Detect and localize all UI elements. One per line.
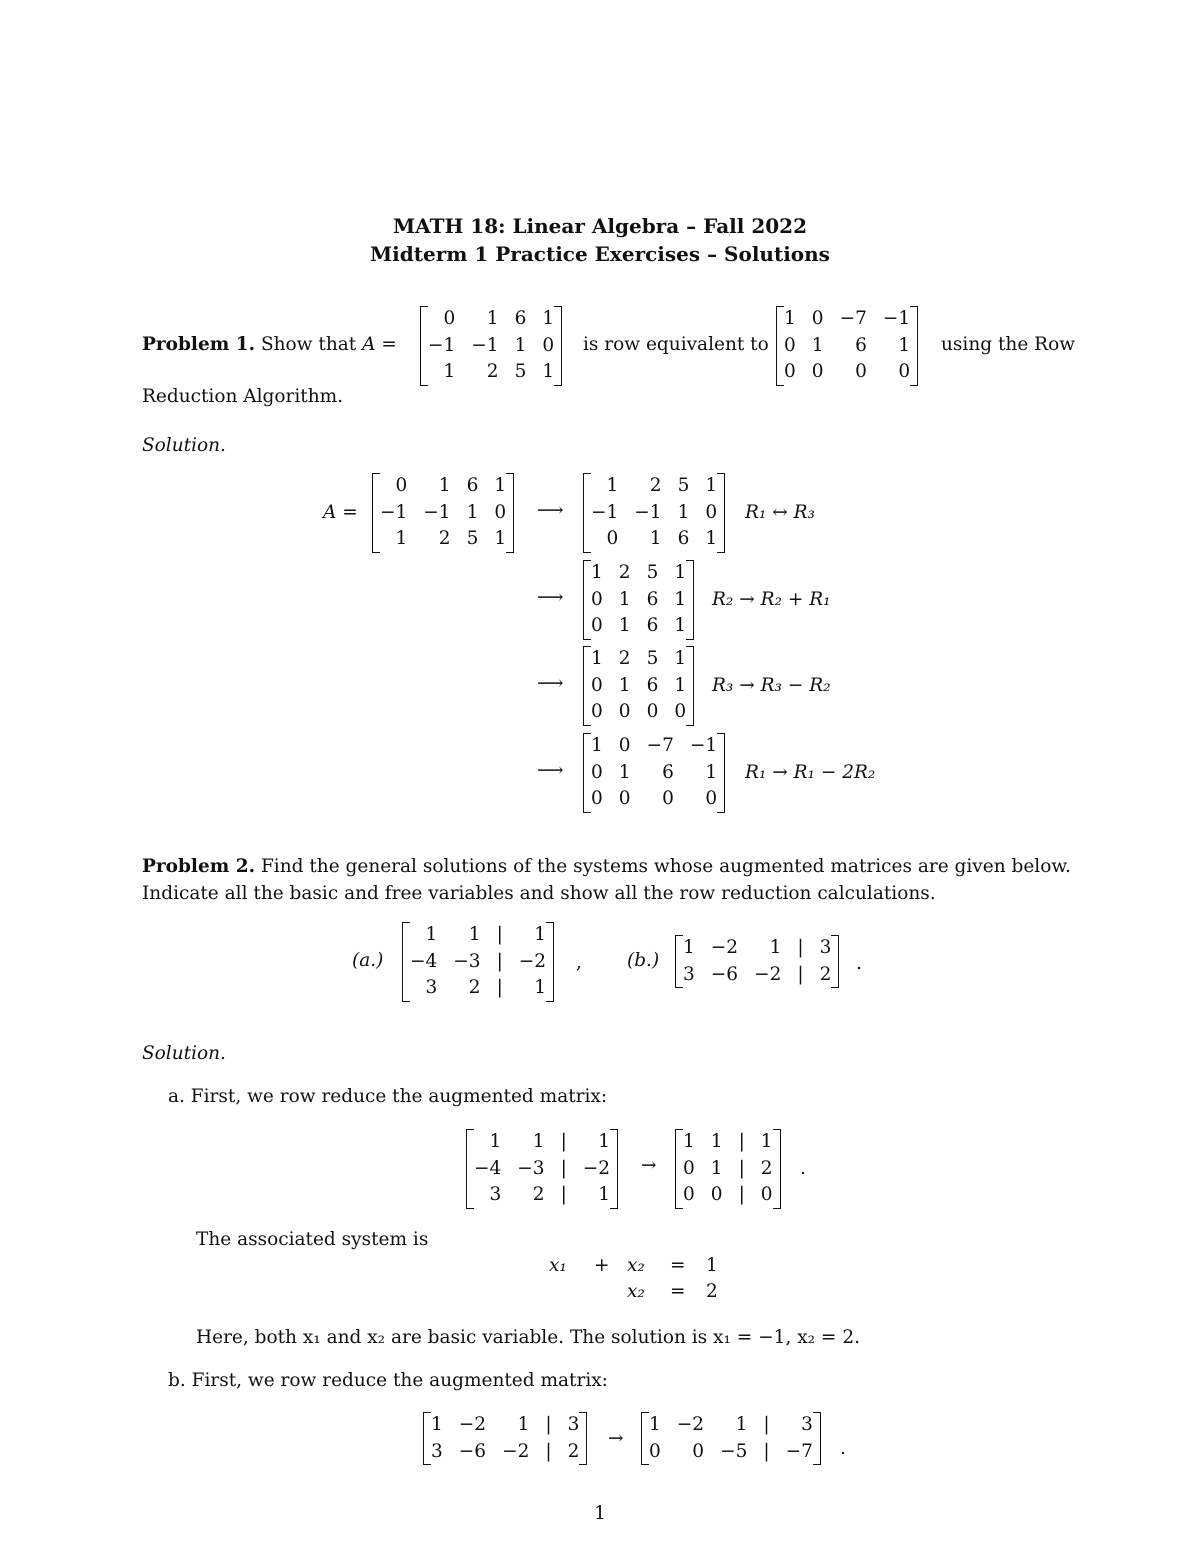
matrix-cell: 1 [618,588,631,610]
part-b-period: . [856,953,862,974]
matrix-cell: 5 [677,475,690,496]
matrix-cell: 1 [705,761,718,783]
solution-A-eq: A = [323,502,358,523]
matrix-cell: 1 [784,308,796,329]
part-a-matrix-start [466,1129,618,1209]
matrix-cell: | [560,1131,567,1152]
matrix-cell: 0 [811,361,824,382]
matrix-cell: −7 [785,1440,813,1462]
matrix-cell: 0 [542,334,555,356]
problem1-A-eq: A = [362,334,397,355]
matrix-cell: 0 [705,501,718,523]
matrix-cell: 2 [819,963,832,985]
problem2-solution-label: Solution. [142,1043,226,1064]
problem1-label: Problem 1. [142,334,256,355]
matrix-cell: 1 [598,1184,611,1205]
matrix-cell: 1 [674,648,687,669]
matrix-cell: 1 [674,674,687,696]
matrix-cell: 2 [486,361,499,382]
matrix-cell: 2 [468,977,481,998]
step3-op: R₃ → R₃ − R₂ [712,675,831,696]
matrix-cell: −5 [720,1440,748,1462]
matrix-cell: 6 [646,615,659,636]
matrix-cell: 0 [618,701,631,722]
matrix-cell: −4 [474,1157,502,1179]
matrix-cell: 3 [567,1414,580,1435]
problem2-line1: Find the general solutions of the systems whose augmented matrices are given below. [260,856,1071,877]
matrix-cell: −1 [471,334,499,356]
matrix-cell: 1 [710,1131,723,1152]
matrix-cell: 0 [784,334,796,356]
step1-matrix [583,473,725,553]
step3-matrix [583,646,694,726]
matrix-cell: 1 [705,528,718,549]
matrix-cell: 1 [735,1414,748,1435]
part-b-matrix-reduced [641,1412,821,1465]
matrix-cell: 1 [683,1131,695,1152]
matrix-cell: 0 [591,674,603,696]
matrix-cell: 3 [819,937,832,958]
part-b-matrix [675,935,839,988]
matrix-cell: 1 [618,674,631,696]
matrix-cell: −2 [502,1440,530,1462]
matrix-cell: 1 [598,1131,611,1152]
matrix-cell: −2 [458,1414,487,1435]
part-a-period: . [800,1158,806,1179]
matrix-cell: | [560,1184,567,1205]
matrix-cell: −1 [882,308,911,329]
matrix-cell: 1 [606,475,619,496]
matrix-cell: 2 [618,562,631,583]
matrix-cell: 3 [801,1414,813,1435]
matrix-cell: 1 [769,937,782,958]
matrix-cell: 1 [674,615,687,636]
problem2-line2: Indicate all the basic and free variables and show all the row reduction calculations. [142,883,936,904]
matrix-cell: −7 [839,308,867,329]
matrix-cell: 1 [494,475,507,496]
matrix-cell: 5 [466,528,479,549]
matrix-cell: 1 [591,562,603,583]
sys-r1-x2: x₂ [627,1255,645,1276]
problem2-label: Problem 2. [142,856,256,877]
matrix-cell: | [496,950,503,972]
matrix-cell: 0 [606,528,619,549]
matrix-cell: 0 [662,788,674,809]
matrix-cell: 6 [662,761,674,783]
matrix-cell: 1 [811,334,824,356]
matrix-cell: −1 [380,501,408,523]
matrix-cell: 0 [591,701,603,722]
matrix-cell: 0 [683,1184,695,1205]
matrix-cell: 0 [494,501,507,523]
course-title: MATH 18: Linear Algebra – Fall 2022 [393,214,807,238]
problem1-show-text: Show that [260,334,357,355]
problem1-matrix-A [420,306,562,386]
sys-r2-rhs: 2 [706,1281,718,1302]
matrix-cell: 1 [517,1414,530,1435]
matrix-cell: 2 [438,528,451,549]
matrix-cell: 1 [443,361,456,382]
matrix-cell: 0 [705,788,718,809]
matrix-cell: | [496,924,503,945]
matrix-cell: 0 [811,308,824,329]
matrix-cell: 5 [514,361,527,382]
matrix-cell: 6 [677,528,690,549]
matrix-cell: 1 [705,475,718,496]
matrix-cell: 0 [898,361,911,382]
matrix-cell: 1 [438,475,451,496]
matrix-cell: 0 [649,1440,661,1462]
page-number: 1 [594,1503,606,1524]
matrix-cell: | [545,1414,552,1435]
matrix-cell: −4 [410,950,438,972]
matrix-cell: −1 [689,735,718,756]
step2-matrix [583,560,694,640]
matrix-cell: 2 [532,1184,545,1205]
matrix-cell: 1 [677,501,690,523]
matrix-cell: 6 [646,588,659,610]
part-a-system-intro: The associated system is [196,1229,429,1250]
matrix-cell: 1 [466,501,479,523]
sys-r1-eq: = [670,1255,686,1276]
matrix-cell: 0 [683,1157,695,1179]
matrix-cell: −3 [453,950,481,972]
matrix-cell: 2 [618,648,631,669]
matrix-cell: −7 [646,735,674,756]
sys-r1-x1: x₁ [549,1255,567,1276]
problem1-heading [142,334,397,355]
step2-arrow: ⟶ [537,587,564,608]
step1-op: R₁ ↔ R₃ [745,502,815,523]
matrix-cell: 0 [443,308,456,329]
part-a-intro: a. First, we row reduce the augmented matrix: [168,1086,608,1107]
matrix-cell: 0 [618,735,631,756]
matrix-cell: | [545,1440,552,1462]
matrix-cell: | [560,1157,567,1179]
matrix-cell: −2 [582,1157,611,1179]
matrix-cell: −2 [676,1414,705,1435]
part-a-matrix [402,922,554,1002]
matrix-cell: 5 [646,562,659,583]
matrix-cell: 0 [395,475,408,496]
matrix-cell: 0 [591,788,603,809]
step1-arrow: ⟶ [537,500,564,521]
matrix-cell: 2 [649,475,662,496]
matrix-cell: −2 [754,963,782,985]
matrix-cell: 1 [534,977,547,998]
matrix-cell: 1 [649,528,662,549]
sys-r1-plus: + [594,1255,610,1276]
matrix-cell: 3 [489,1184,502,1205]
step2-op: R₂ → R₂ + R₁ [712,589,831,610]
matrix-cell: 1 [710,1157,723,1179]
part-b-label: (b.) [627,950,660,971]
matrix-cell: −1 [634,501,662,523]
matrix-cell: | [797,937,804,958]
part-a-matrix-reduced [675,1129,781,1209]
matrix-cell: 1 [683,937,695,958]
matrix-cell: 0 [784,361,796,382]
part-a-label: (a.) [352,950,384,971]
matrix-cell: 1 [395,528,408,549]
part-b-intro: b. First, we row reduce the augmented matrix: [168,1370,608,1391]
problem1-equiv-text: is row equivalent to [583,334,769,355]
matrix-cell: 0 [646,701,659,722]
matrix-cell: 0 [591,588,603,610]
matrix-cell: 1 [489,1131,502,1152]
exam-title: Midterm 1 Practice Exercises – Solutions [370,242,830,266]
matrix-cell: 1 [431,1414,443,1435]
matrix-cell: 6 [466,475,479,496]
matrix-cell: 1 [760,1131,773,1152]
matrix-cell: 1 [494,528,507,549]
step3-arrow: ⟶ [537,673,564,694]
matrix-cell: 1 [649,1414,661,1435]
matrix-cell: −6 [710,963,739,985]
matrix-cell: 0 [760,1184,773,1205]
problem1-solution-label: Solution. [142,435,226,456]
matrix-cell: 1 [591,735,603,756]
matrix-cell: 0 [591,761,603,783]
problem1-using-text: using the Row [941,334,1076,355]
matrix-cell: | [738,1131,745,1152]
matrix-cell: 1 [898,334,911,356]
matrix-cell: | [797,963,804,985]
matrix-cell: | [738,1157,745,1179]
matrix-cell: 1 [542,308,555,329]
step4-arrow: ⟶ [537,760,564,781]
part-a-comma: , [576,952,582,973]
matrix-cell: 1 [514,334,527,356]
matrix-cell: 1 [618,615,631,636]
matrix-cell: 1 [468,924,481,945]
matrix-cell: 1 [542,361,555,382]
matrix-cell: 2 [760,1157,773,1179]
matrix-cell: 0 [591,615,603,636]
matrix-cell: 3 [683,963,695,985]
problem1-cont-text: Reduction Algorithm. [142,386,344,407]
matrix-cell: 0 [692,1440,705,1462]
part-b-matrix-start [423,1412,587,1465]
matrix-cell: −1 [591,501,619,523]
matrix-cell: 1 [591,648,603,669]
matrix-cell: 6 [514,308,527,329]
matrix-cell: 1 [425,924,438,945]
matrix-cell: | [763,1414,770,1435]
matrix-cell: 3 [425,977,438,998]
matrix-cell: −2 [518,950,547,972]
sys-r2-eq: = [670,1281,686,1302]
step4-matrix [583,733,725,813]
matrix-cell: 6 [646,674,659,696]
matrix-cell: 1 [618,761,631,783]
matrix-cell: −2 [710,937,739,958]
matrix-cell: 1 [534,924,547,945]
matrix-cell: 3 [431,1440,443,1462]
part-b-arrow: → [608,1428,624,1449]
part-b-period2: . [840,1438,846,1459]
step4-op: R₁ → R₁ − 2R₂ [745,762,876,783]
part-a-conclusion: Here, both x₁ and x₂ are basic variable. The solution is x₁ = −1, x₂ = 2. [196,1327,860,1348]
matrix-cell: 0 [618,788,631,809]
matrix-cell: −6 [458,1440,487,1462]
problem2-heading [142,856,1071,877]
matrix-cell: 0 [855,361,867,382]
matrix-cell: 6 [855,334,867,356]
matrix-cell: | [763,1440,770,1462]
matrix-cell: 1 [674,588,687,610]
sys-r1-rhs: 1 [706,1255,718,1276]
matrix-cell: 5 [646,648,659,669]
solution-matrix-A [372,473,514,553]
matrix-cell: 0 [710,1184,723,1205]
matrix-cell: −1 [428,334,456,356]
sys-r2-x2: x₂ [627,1281,645,1302]
matrix-cell: −1 [423,501,451,523]
matrix-cell: 1 [532,1131,545,1152]
matrix-cell: | [738,1184,745,1205]
matrix-cell: −3 [517,1157,545,1179]
matrix-cell: 1 [486,308,499,329]
part-a-arrow: → [641,1155,657,1176]
matrix-cell: 0 [674,701,687,722]
matrix-cell: 2 [567,1440,580,1462]
matrix-cell: 1 [674,562,687,583]
matrix-cell: | [496,977,503,998]
problem1-matrix-target [776,306,918,386]
